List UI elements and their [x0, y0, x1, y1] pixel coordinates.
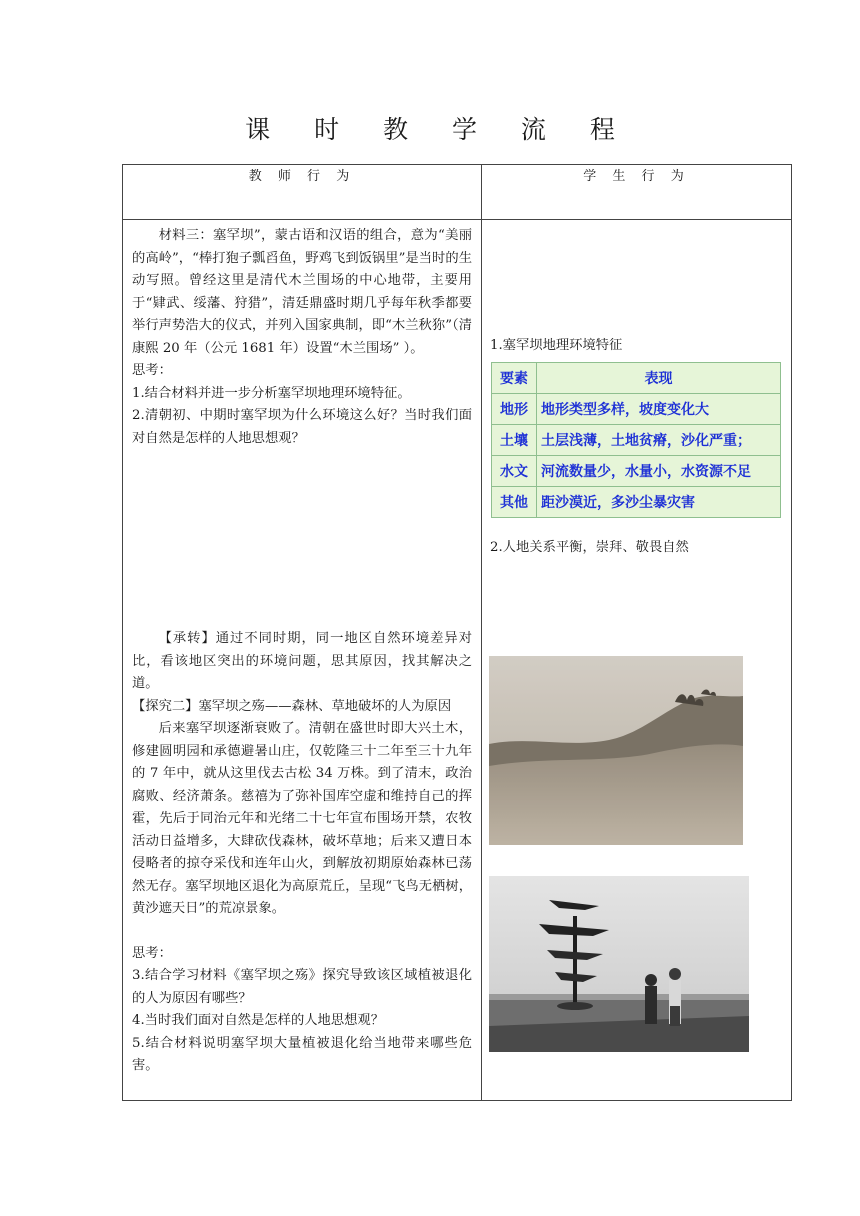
feature-key: 土壤	[492, 425, 537, 456]
feature-value: 距沙漠近，多沙尘暴灾害	[537, 487, 781, 518]
feature-value: 土层浅薄，土地贫瘠，沙化严重；	[537, 425, 781, 456]
teacher-header: 教 师 行 为	[123, 165, 482, 220]
grassland-photo-svg	[489, 656, 743, 845]
question-4: 4.当时我们面对自然是怎样的人地思想观？	[132, 1013, 385, 1028]
think-label-2: 思考：	[132, 945, 172, 961]
feature-key: 其他	[492, 487, 537, 518]
question-3: 3.结合学习材料《塞罕坝之殇》探究导致该区域植被退化的人为原因有哪些？	[132, 968, 472, 1006]
lone-tree-photo	[489, 876, 749, 1052]
feature-value: 地形类型多样，坡度变化大	[537, 394, 781, 425]
feature-header-key: 要素	[492, 363, 537, 394]
student-header: 学 生 行 为	[482, 165, 792, 220]
question-1: 1.结合材料并进一步分析塞罕坝地理环境特征。	[132, 385, 411, 401]
question-2: 2.清朝初、中期时塞罕坝为什么环境这么好？当时我们面对自然是怎样的人地思想观？	[132, 408, 472, 446]
question-5: 5.结合材料说明塞罕坝大量植被退化给当地带来哪些危害。	[132, 1035, 472, 1073]
student-cell	[482, 220, 792, 1101]
material-three: 材料三：塞罕坝”，蒙古语和汉语的组合，意为“美丽的高岭”，“棒打狍子瓢舀鱼，野鸡飞到饭锅里”是当时的生动写照。曾经这里是清代木兰围场的中心地带，主要用于“肄武、绥藩、狩猎”，清廷鼎盛时期几乎每年秋季都要举行声势浩大的仪式，并列入国家典制，即“木兰秋狝”（清康熙 20 年（公元 1681 年）设置“木兰围场” ）。	[132, 228, 472, 356]
feature-key: 地形	[492, 394, 537, 425]
page-title: 课 时 教 学 流 程	[245, 115, 633, 144]
decline-paragraph: 后来塞罕坝逐渐衰败了。清朝在盛世时即大兴土木，修建圆明园和承德避暑山庄，仅乾隆三十二年至三十九年的 7 年中，就从这里伐去古松 34 万株。到了清末，政治腐败、经济萧条。慈禧为了弥补国库空虚和维持自己的挥霍，先后于同治元年和光绪二十七年宣布围场开禁，农牧活动日益增多，大肆砍伐森林，破坏草地；后来又遭日本侵略者的掠夺采伐和连年山火，到解放初期原始森林已荡然无存。塞罕坝地区退化为高原荒丘，呈现“飞鸟无栖树，黄沙遮天日”的荒凉景象。	[132, 721, 472, 916]
answer-2: 2.人地关系平衡，崇拜、敬畏自然	[490, 540, 689, 555]
explore-two-heading: 【探究二】塞罕坝之殇——森林、草地破坏的人为原因	[132, 698, 452, 714]
transition-text: 【承转】通过不同时期，同一地区自然环境差异对比，看该地区突出的环境问题，思其原因，找其解决之道。	[132, 631, 472, 691]
feature-value: 河流数量少，水量小，水资源不足	[537, 456, 781, 487]
lesson-flow-table	[122, 164, 792, 1101]
feature-key: 水文	[492, 456, 537, 487]
teacher-cell	[123, 220, 482, 1101]
feature-table	[491, 362, 781, 518]
grassland-photo	[489, 656, 743, 845]
feature-header-value: 表现	[537, 363, 781, 394]
lone-tree-photo-svg	[489, 876, 749, 1052]
think-label-1: 思考：	[132, 363, 172, 378]
answer-1: 1.塞罕坝地理环境特征	[490, 338, 623, 353]
